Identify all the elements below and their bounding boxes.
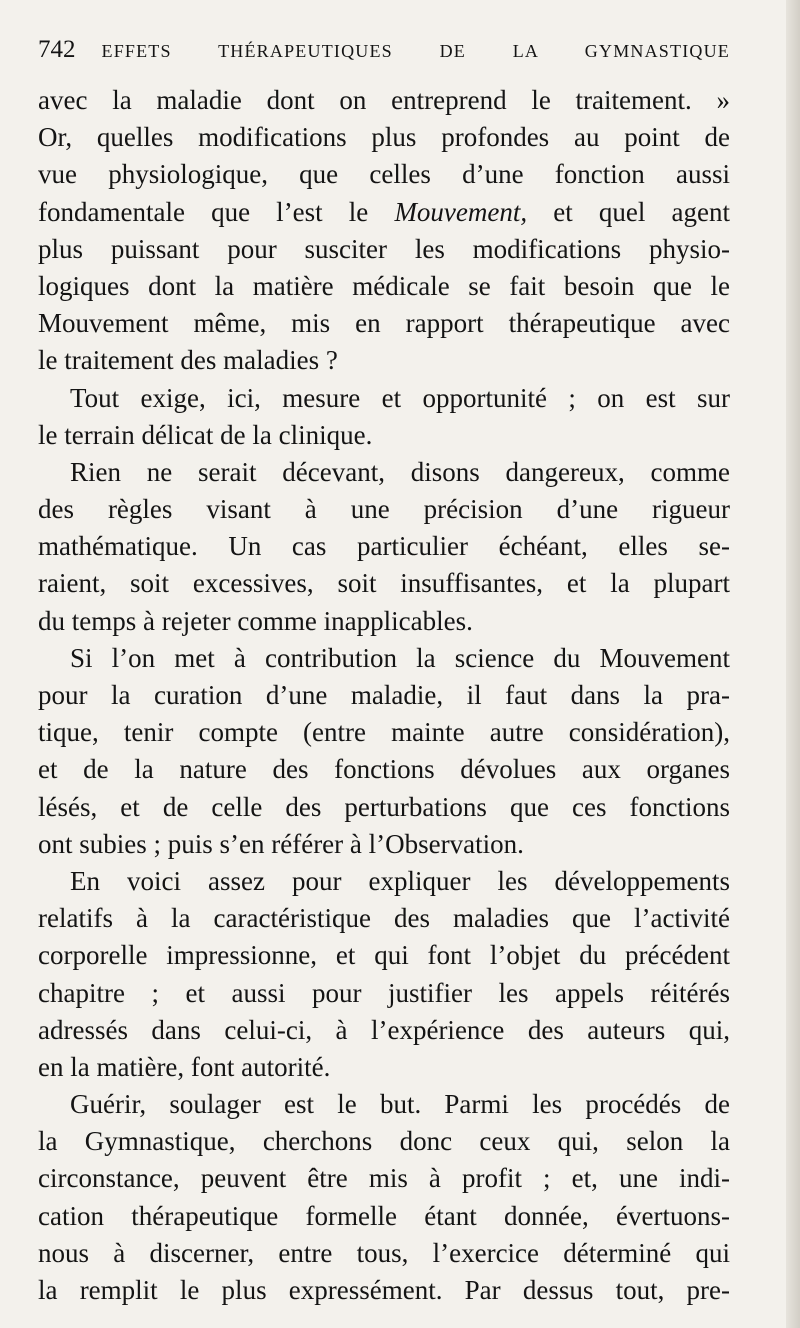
text-line: corporelle impressionne, et qui font l’objet du précédent	[38, 940, 730, 971]
text-line: la Gymnastique, cherchons donc ceux qui, selon la	[38, 1126, 730, 1157]
text-line: logiques dont la matière médicale se fait besoin que le	[38, 270, 730, 301]
text-line: chapitre ; et aussi pour justifier les appels réitérés	[38, 977, 730, 1008]
text-line: En voici assez pour expliquer les développements	[70, 865, 730, 896]
text-line: relatifs à la caractéristique des maladies que l’activité	[38, 903, 730, 934]
text-line: avec la maladie dont on entreprend le traitement. »	[38, 85, 730, 115]
text-line: adressés dans celui-ci, à l’expérience des auteurs qui,	[38, 1014, 730, 1045]
text-line: la remplit le plus expressément. Par dessus tout, pre-	[38, 1275, 730, 1305]
text-segment: et quel agent	[527, 196, 730, 227]
text-line: Si l’on met à contribution la science du Mouvement	[70, 642, 730, 673]
book-page	[38, 36, 730, 1309]
text-line: lésés, et de celle des perturbations que ces fonctions	[38, 791, 730, 822]
text-line: vue physiologique, que celles d’une fonction aussi	[38, 159, 730, 190]
text-line: en la matière, font autorité.	[38, 1051, 331, 1082]
text-line: pour la curation d’une maladie, il faut dans la pra-	[38, 680, 730, 710]
text-line: le terrain délicat de la clinique.	[38, 419, 373, 450]
emphasized-term: Mouvement,	[394, 196, 528, 227]
text-line: Rien ne serait décevant, disons dangereux, comme	[70, 456, 730, 487]
page-number: 742	[38, 36, 76, 63]
text-line: des règles visant à une précision d’une rigueur	[38, 494, 730, 525]
text-line: mathématique. Un cas particulier échéant, elles se-	[38, 531, 730, 562]
text-line: plus puissant pour susciter les modifications physio-	[38, 233, 730, 264]
text-line: raient, soit excessives, soit insuffisantes, et la plupart	[38, 568, 730, 599]
page-edge	[786, 0, 800, 1328]
text-line: tique, tenir compte (entre mainte autre considération),	[38, 717, 730, 748]
text-line	[38, 194, 730, 231]
text-line: nous à discerner, entre tous, l’exercice déterminé qui	[38, 1237, 730, 1268]
text-line: circonstance, peuvent être mis à profit ; et, une indi-	[38, 1163, 730, 1194]
text-line: Or, quelles modifications plus profondes au point de	[38, 122, 730, 153]
text-line: Tout exige, ici, mesure et opportunité ; on est sur	[70, 382, 730, 413]
text-line: Guérir, soulager est le but. Parmi les procédés de	[70, 1089, 730, 1120]
text-line: ont subies ; puis s’en référer à l’Observation.	[38, 828, 524, 859]
text-line: et de la nature des fonctions dévolues aux organes	[38, 754, 730, 785]
text-line: Mouvement même, mis en rapport thérapeutique avec	[38, 308, 730, 339]
body-text	[38, 82, 730, 1309]
text-line: du temps à rejeter comme inapplicables.	[38, 605, 473, 636]
text-line: cation thérapeutique formelle étant donnée, évertuons-	[38, 1200, 730, 1231]
running-header	[38, 36, 730, 82]
text-line: le traitement des maladies ?	[38, 345, 338, 376]
running-title: EFFETS THÉRAPEUTIQUES DE LA GYMNASTIQUE	[101, 41, 730, 61]
text-segment: fondamentale que l’est le	[38, 196, 395, 227]
